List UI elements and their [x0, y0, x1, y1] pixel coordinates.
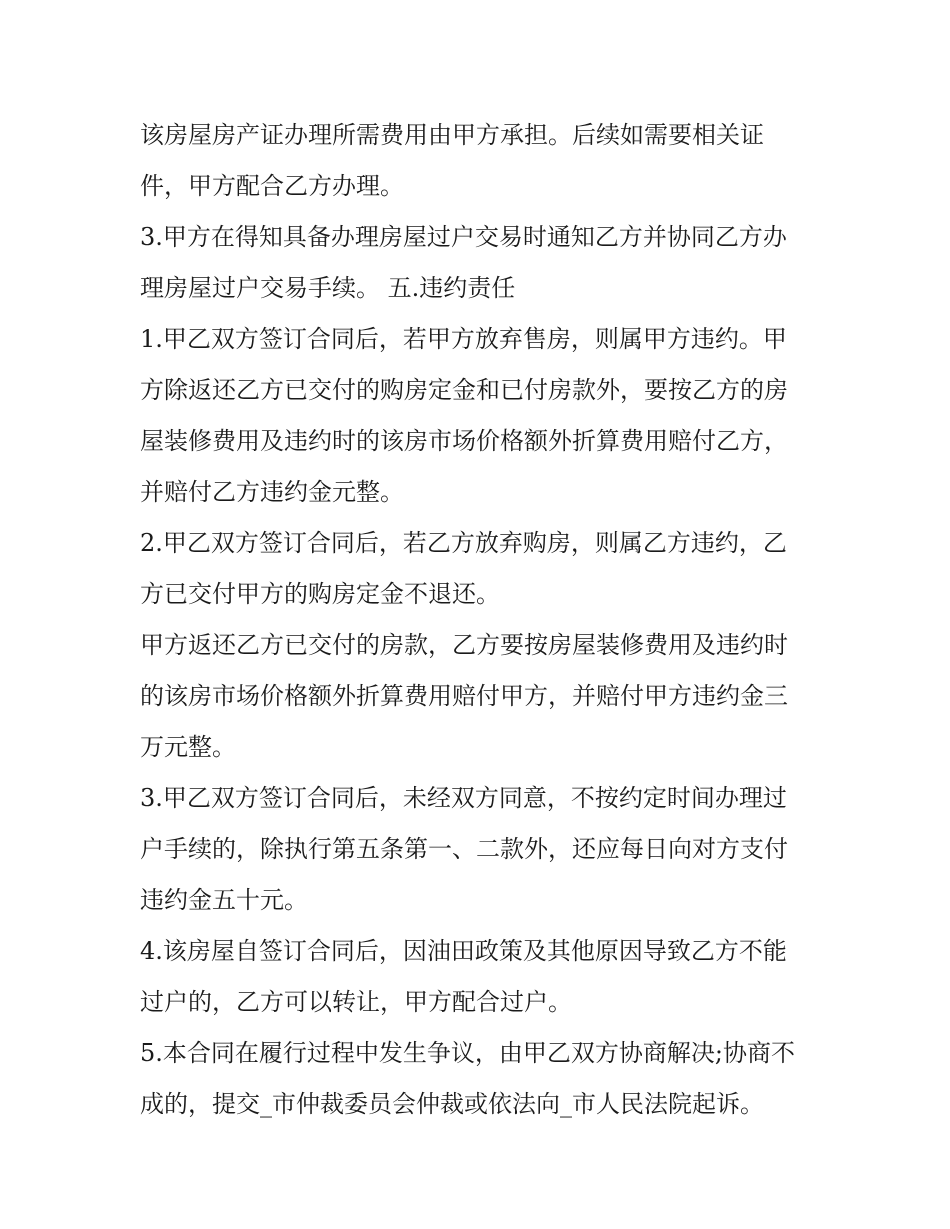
text-line: 3.甲乙双方签订合同后，未经双方同意，不按约定时间办理过 — [140, 784, 787, 812]
text-line: 件，甲方配合乙方办理。 — [140, 172, 404, 200]
text-line: 该房屋房产证办理所需费用由甲方承担。后续如需要相关证 — [140, 121, 764, 149]
text-line: 甲方返还乙方已交付的房款，乙方要按房屋装修费用及违约时 — [140, 631, 788, 659]
text-line: 2.甲乙双方签订合同后，若乙方放弃购房，则属乙方违约，乙 — [140, 529, 787, 557]
text-line: 屋装修费用及违约时的该房市场价格额外折算费用赔付乙方， — [140, 427, 788, 455]
text-line: 的该房市场价格额外折算费用赔付甲方，并赔付甲方违约金三 — [140, 682, 788, 710]
text-line: 过户的，乙方可以转让，甲方配合过户。 — [140, 988, 572, 1016]
text-line: 4.该房屋自签订合同后，因油田政策及其他原因导致乙方不能 — [140, 937, 787, 965]
text-line: 1.甲乙双方签订合同后，若甲方放弃售房，则属甲方违约。甲 — [140, 325, 787, 353]
text-line: 并赔付乙方违约金元整。 — [140, 478, 404, 506]
text-line: 5.本合同在履行过程中发生争议，由甲乙双方协商解决;协商不 — [140, 1039, 795, 1067]
text-line: 方除返还乙方已交付的购房定金和已付房款外，要按乙方的房 — [140, 376, 788, 404]
text-line: 3.甲方在得知具备办理房屋过户交易时通知乙方并协同乙方办 — [140, 223, 787, 251]
text-line: 万元整。 — [140, 733, 236, 761]
text-line: 户手续的，除执行第五条第一、二款外，还应每日向对方支付 — [140, 835, 788, 863]
text-line: 成的，提交_市仲裁委员会仲裁或依法向_市人民法院起诉。 — [140, 1090, 764, 1118]
text-line: 违约金五十元。 — [140, 886, 308, 914]
contract-text — [140, 110, 820, 1130]
text-line: 理房屋过户交易手续。 五.违约责任 — [140, 274, 516, 302]
text-line: 方已交付甲方的购房定金不退还。 — [140, 580, 500, 608]
